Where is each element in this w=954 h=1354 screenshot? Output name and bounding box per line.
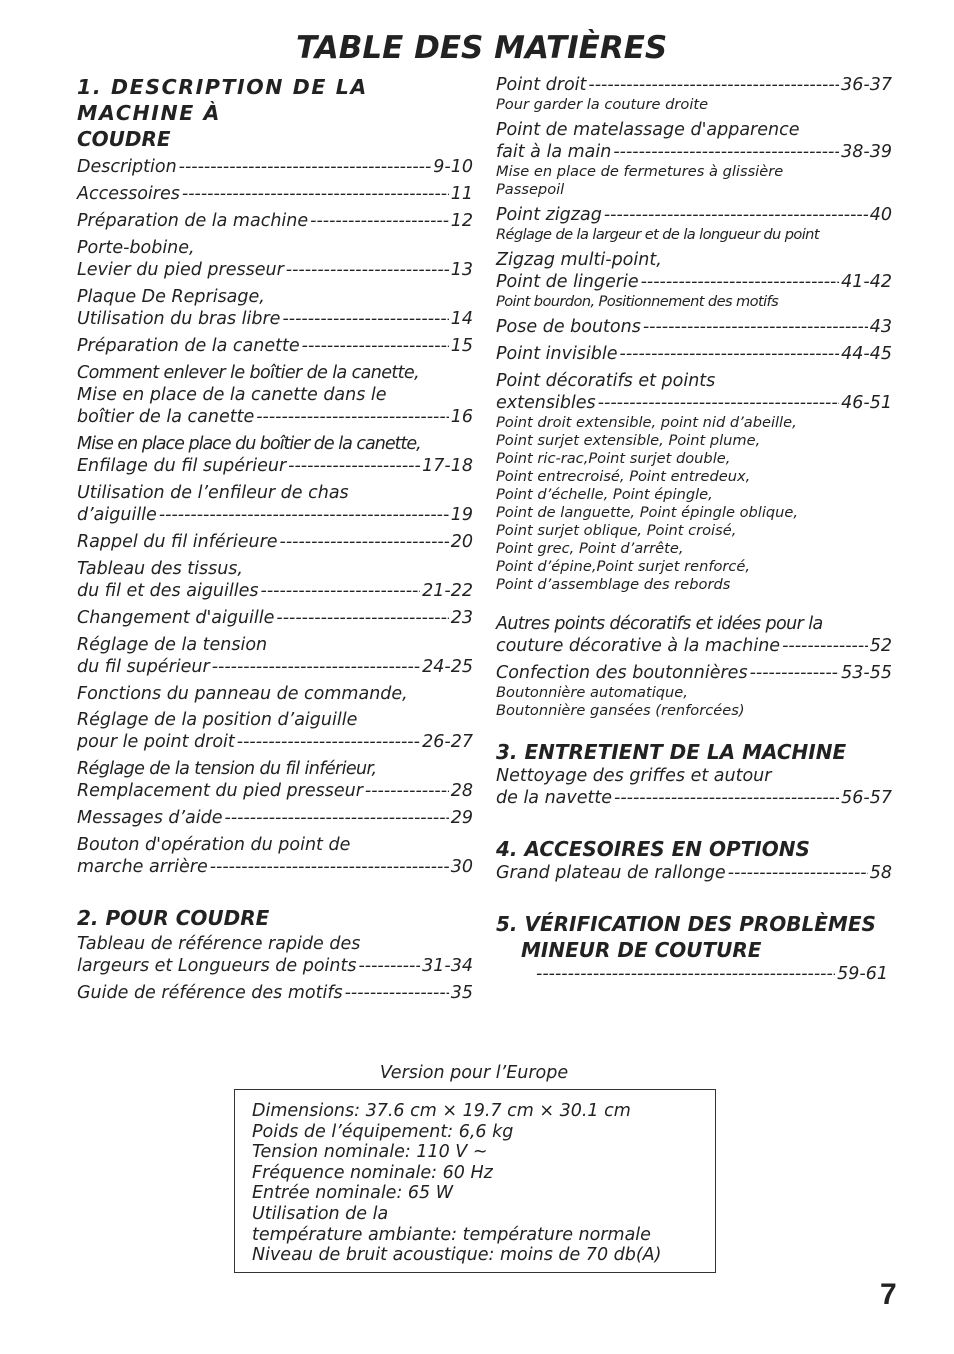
spec-line: Niveau de bruit acoustique: moins de 70 db(A): [252, 1245, 662, 1266]
toc-entry-porte-bobine[interactable]: Porte-bobine, Levier du pied presseur ----- 13: [77, 237, 473, 281]
toc-entry-reglage-tension[interactable]: Réglage de la tension du fil supérieur ----- 24-25: [77, 634, 473, 678]
toc-entry-accessoires[interactable]: Accessoires ----- 11: [77, 183, 473, 205]
decoratifs-sub: Point surjet extensible, Point plume,: [496, 432, 761, 449]
toc-entry-zigzag-multipoint[interactable]: Zigzag multi-point, Point de lingerie ----- 41-42 Point bourdon, Positionnement des motifs: [496, 249, 892, 311]
toc-entry-guide-motifs[interactable]: Guide de référence des motifs ----- 35: [77, 982, 473, 1004]
spec-line: Tension nominale: 110 V ~: [252, 1142, 488, 1163]
toc-entry-changement-aiguille[interactable]: Changement d'aiguille ----- 23: [77, 607, 473, 629]
toc-entry-pose-boutons[interactable]: Pose de boutons ----- 43: [496, 316, 892, 338]
version-label: Version pour l’Europe: [379, 1063, 569, 1083]
spec-line: Dimensions: 37.6 cm × 19.7 cm × 30.1 cm: [252, 1101, 631, 1121]
toc-entry-autres-points[interactable]: Autres points décoratifs et idées pour la couture décorative à la machine ----- 52: [496, 613, 892, 657]
section-heading-2: 2. POUR COUDRE: [77, 906, 270, 930]
section-heading-3: 3. ENTRETIENT DE LA MACHINE: [496, 740, 847, 764]
toc-entry-description[interactable]: Description ----- 9-10: [77, 156, 473, 178]
decoratifs-sub: Point surjet oblique, Point croisé,: [496, 522, 737, 539]
toc-entry-enlever-boitier[interactable]: Comment enlever le boîtier de la canette, Mise en place de la canette dans le boîtier de la canette ----- 16: [77, 362, 473, 428]
specs-box: [234, 1089, 716, 1273]
spec-line: Utilisation de la: [252, 1203, 389, 1224]
toc-entry-bouton-marche-arriere[interactable]: Bouton d'opération du point de marche arrière ----- 30: [77, 834, 473, 878]
toc-entry-fonctions-panneau[interactable]: Fonctions du panneau de commande, Réglage de la position d’aiguille pour le point droit ----- 26-27: [77, 683, 473, 753]
toc-entry-tension-inferieur[interactable]: Réglage de la tension du fil inférieur, Remplacement du pied presseur ----- 28: [77, 758, 473, 802]
toc-right-column: [496, 74, 892, 990]
spec-line: Entrée nominale: 65 W: [252, 1183, 454, 1204]
section-heading-5: 5. VÉRIFICATION DES PROBLÈMES: [496, 912, 876, 936]
toc-entry-boutonnieres[interactable]: Confection des boutonnières ----- 53-55 Boutonnière automatique, Boutonnière gansées (renforcées): [496, 662, 892, 720]
toc-entry-preparation-canette[interactable]: Préparation de la canette ----- 15: [77, 335, 473, 357]
toc-entry-messages-aide[interactable]: Messages d’aide ----- 29: [77, 807, 473, 829]
spec-line: Poids de l’équipement: 6,6 kg: [252, 1121, 514, 1142]
toc-entry-point-droit[interactable]: Point droit ----- 36-37 Pour garder la couture droite: [496, 74, 892, 114]
section-heading-1-cont: COUDRE: [77, 127, 171, 151]
toc-entry-plateau-rallonge[interactable]: Grand plateau de rallonge ----- 58: [496, 862, 892, 884]
decoratifs-sub: Point d’assemblage des rebords: [496, 576, 731, 593]
toc-entry-preparation-machine[interactable]: Préparation de la machine ----- 12: [77, 210, 473, 232]
toc-entry-rappel[interactable]: Rappel du fil inférieure ----- 20: [77, 531, 473, 553]
decoratifs-sub: Point droit extensible, point nid d’abeille,: [496, 414, 797, 431]
toc-entry-point-invisible[interactable]: Point invisible ----- 44-45: [496, 343, 892, 365]
page-number: 7: [880, 1278, 897, 1311]
section-heading-5-cont: MINEUR DE COUTURE: [521, 938, 762, 962]
decoratifs-sub: Point entrecroisé, Point entredeux,: [496, 468, 751, 485]
decoratifs-sub: Point ric-rac,Point surjet double,: [496, 450, 731, 467]
toc-entry-mise-boitier[interactable]: Mise en place place du boîtier de la canette, Enfilage du fil supérieur ----- 17-18: [77, 433, 473, 477]
decoratifs-sub: Point d’épine,Point surjet renforcé,: [496, 558, 751, 575]
section-heading-1: 1. DESCRIPTION DE LA MACHINE À: [77, 75, 368, 125]
toc-left-column: [77, 74, 473, 1009]
decoratifs-sub: Point grec, Point d’arrête,: [496, 540, 684, 557]
toc-entry-tableau-reference[interactable]: Tableau de référence rapide des largeurs et Longueurs de points ----- 31-34: [77, 933, 473, 977]
section-heading-4: 4. ACCESOIRES EN OPTIONS: [496, 837, 810, 861]
decoratifs-sub: Point d’échelle, Point épingle,: [496, 486, 713, 503]
decoratifs-sub: Point de languette, Point épingle oblique,: [496, 504, 799, 521]
toc-entry-verification[interactable]: ----- 59-61: [496, 963, 892, 985]
page-title: TABLE DES MATIÈRES: [296, 30, 668, 66]
toc-entry-tableau-tissus[interactable]: Tableau des tissus, du fil et des aiguilles ----- 21-22: [77, 558, 473, 602]
toc-entry-matelassage[interactable]: Point de matelassage d'apparence fait à la main ----- 38-39 Mise en place de fermetures à glissière Passepoil: [496, 119, 892, 199]
toc-entry-enfileur[interactable]: Utilisation de l’enfileur de chas d’aiguille ----- 19: [77, 482, 473, 526]
spec-line: température ambiante: température normale: [252, 1224, 651, 1245]
toc-entry-nettoyage[interactable]: Nettoyage des griffes et autour de la navette ----- 56-57: [496, 765, 892, 809]
toc-entry-point-zigzag[interactable]: Point zigzag ----- 40 Réglage de la largeur et de la longueur du point: [496, 204, 892, 244]
spec-line: Fréquence nominale: 60 Hz: [252, 1162, 493, 1183]
toc-entry-points-decoratifs[interactable]: Point décoratifs et points extensibles ----- 46-51 Point droit extensible, point nid d’abeille, Point surjet extensible, Point plume, Point ric-rac,Point surjet double, Point entrecroisé, Point entredeux, Point d’échelle, Point épingle, Point de languette, Point épingle oblique, Point surjet oblique, Point croisé, Point grec, Point d’arrête, Point d’épine,Point surjet renforcé, Point d’assemblage des rebords: [496, 370, 892, 594]
toc-entry-plaque-reprisage[interactable]: Plaque De Reprisage, Utilisation du bras libre ----- 14: [77, 286, 473, 330]
